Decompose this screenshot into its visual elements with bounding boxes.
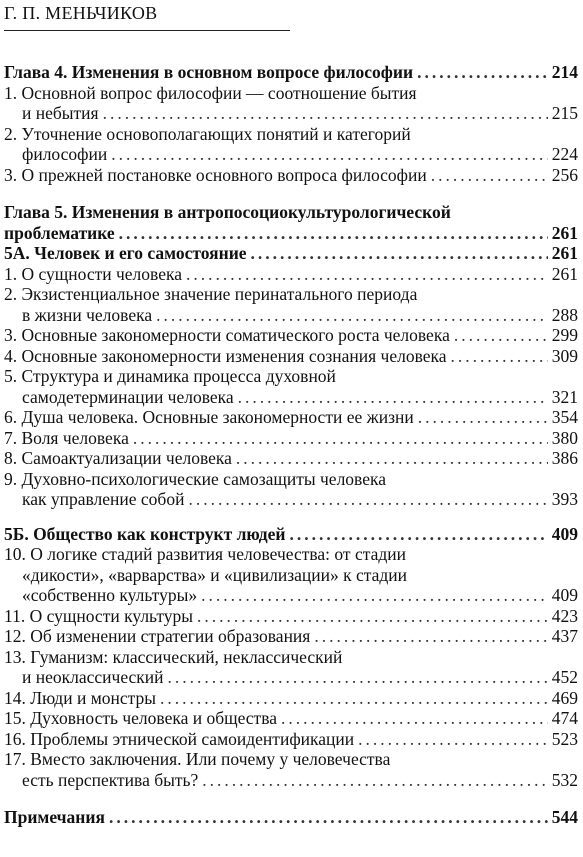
toc-entry-line[interactable]: 2. Уточнение основополагающих понятий и категорий bbox=[4, 123, 411, 144]
toc-page-number: 409 bbox=[551, 523, 578, 544]
toc-page-number: 215 bbox=[551, 103, 578, 123]
toc-entry-text: 3. Основные закономерности соматического роста человека bbox=[4, 325, 450, 345]
toc-entry-text: есть перспектива быть? bbox=[22, 769, 199, 790]
toc-page-number: 523 bbox=[551, 728, 578, 749]
toc-page-number: 299 bbox=[551, 325, 578, 345]
toc-part-5a[interactable] bbox=[4, 243, 578, 264]
toc-entry-text: 4. Основные закономерности изменения сознания человека bbox=[4, 345, 447, 366]
toc-leader-dots bbox=[290, 524, 548, 545]
toc-chapter-4-title: Глава 4. Изменения в основном вопросе философии bbox=[4, 62, 414, 82]
toc-entry-line[interactable]: «дикости», «варварства» и «цивилизации» к стадии bbox=[22, 564, 408, 585]
toc-entry[interactable] bbox=[4, 489, 578, 510]
toc-leader-dots bbox=[202, 770, 547, 791]
toc-entry[interactable] bbox=[4, 428, 578, 449]
toc-leader-dots bbox=[417, 62, 548, 83]
toc-part-title: 5А. Человек и его самостояние bbox=[4, 243, 247, 263]
toc-entry-text: философии bbox=[22, 144, 108, 164]
toc-page-number: 469 bbox=[551, 687, 578, 708]
toc-entry-text: и неоклассический bbox=[22, 667, 164, 687]
toc-leader-dots bbox=[418, 407, 548, 428]
toc-leader-dots bbox=[238, 387, 548, 408]
toc-part-5b[interactable] bbox=[4, 524, 578, 545]
toc-leader-dots bbox=[119, 223, 548, 244]
toc-leader-dots bbox=[186, 264, 548, 285]
toc-entry-text: как управление собой bbox=[22, 489, 185, 509]
running-header-author: Г. П. МЕНЬЧИКОВ bbox=[4, 0, 290, 31]
toc-page-number: 224 bbox=[551, 144, 578, 164]
toc-page-number: 261 bbox=[551, 263, 578, 284]
toc-leader-dots bbox=[454, 325, 548, 346]
toc-entry[interactable] bbox=[4, 708, 578, 729]
toc-leader-dots bbox=[103, 103, 548, 124]
toc-entry-text: самодетерминации человека bbox=[22, 386, 234, 407]
toc-entry[interactable] bbox=[4, 407, 578, 428]
toc-leader-dots bbox=[133, 428, 548, 449]
toc-leader-dots bbox=[111, 144, 548, 165]
toc-entry-line[interactable]: 13. Гуманизм: классический, неклассический bbox=[4, 646, 343, 667]
toc-leader-dots bbox=[314, 626, 547, 647]
toc-entry[interactable] bbox=[4, 346, 578, 367]
section-spacer bbox=[4, 185, 578, 202]
toc-page-number: 409 bbox=[551, 585, 578, 605]
section-spacer bbox=[4, 510, 578, 524]
toc-entry-text: в жизни человека bbox=[22, 304, 153, 325]
toc-page-number: 214 bbox=[551, 62, 578, 82]
table-of-contents bbox=[4, 62, 578, 828]
toc-entry[interactable] bbox=[4, 387, 578, 408]
toc-entry-line[interactable]: 10. О логике стадий развития человечества: от стадии bbox=[4, 544, 406, 564]
toc-entry-text: и небытия bbox=[22, 103, 99, 123]
section-spacer bbox=[4, 790, 578, 807]
toc-page-number: 309 bbox=[551, 345, 578, 366]
toc-page-number: 261 bbox=[551, 222, 578, 243]
toc-entry-text: 11. О сущности культуры bbox=[4, 605, 194, 626]
toc-entry-1[interactable] bbox=[4, 103, 578, 124]
toc-entry-line[interactable]: 9. Духовно-психологические самозащиты человека bbox=[4, 468, 386, 489]
toc-page-number: 354 bbox=[551, 407, 578, 427]
toc-notes[interactable] bbox=[4, 807, 578, 828]
toc-entry-line[interactable]: 17. Вместо заключения. Или почему у человечества bbox=[4, 749, 391, 769]
toc-leader-dots bbox=[201, 585, 548, 606]
toc-chapter-4[interactable] bbox=[4, 62, 578, 83]
toc-notes-title: Примечания bbox=[4, 807, 105, 827]
toc-entry-text: «собственно культуры» bbox=[22, 585, 198, 605]
toc-leader-dots bbox=[109, 807, 548, 828]
toc-page-number: 532 bbox=[551, 769, 578, 790]
toc-entry[interactable] bbox=[4, 264, 578, 285]
toc-entry[interactable] bbox=[4, 770, 578, 791]
toc-page-number: 544 bbox=[551, 807, 578, 827]
toc-leader-dots bbox=[168, 667, 548, 688]
toc-entry[interactable] bbox=[4, 305, 578, 326]
toc-entry[interactable] bbox=[4, 688, 578, 709]
toc-page-number: 474 bbox=[551, 708, 578, 728]
toc-leader-dots bbox=[188, 489, 547, 510]
toc-entry-text: 1. О сущности человека bbox=[4, 263, 182, 284]
toc-page-number: 288 bbox=[551, 304, 578, 325]
toc-entry[interactable] bbox=[4, 325, 578, 346]
toc-page-number: 380 bbox=[551, 427, 578, 448]
toc-entry[interactable] bbox=[4, 448, 578, 469]
toc-entry[interactable] bbox=[4, 606, 578, 627]
toc-leader-dots bbox=[236, 448, 548, 469]
toc-page-number: 386 bbox=[551, 448, 578, 468]
toc-entry-text: 12. Об изменении стратегии образования bbox=[4, 626, 311, 646]
toc-entry[interactable] bbox=[4, 585, 578, 606]
toc-page-number: 437 bbox=[551, 626, 578, 646]
toc-leader-dots bbox=[281, 708, 548, 729]
toc-chapter-5-title: проблематике bbox=[4, 222, 115, 243]
toc-leader-dots bbox=[251, 243, 548, 264]
toc-entry-text: 14. Люди и монстры bbox=[4, 687, 157, 708]
toc-page-number: 423 bbox=[551, 605, 578, 626]
toc-leader-dots bbox=[451, 346, 548, 367]
toc-page-number: 261 bbox=[551, 243, 578, 263]
toc-entry-text: 3. О прежней постановке основного вопроса философии bbox=[4, 164, 427, 185]
toc-leader-dots bbox=[197, 606, 548, 627]
toc-leader-dots bbox=[358, 729, 548, 750]
toc-entry-line[interactable]: 2. Экзистенциальное значение перинатального периода bbox=[4, 284, 418, 304]
toc-entry[interactable] bbox=[4, 626, 578, 647]
toc-entry[interactable] bbox=[4, 667, 578, 688]
toc-page-number: 321 bbox=[551, 386, 578, 407]
toc-leader-dots bbox=[431, 165, 548, 186]
toc-page-number: 452 bbox=[551, 667, 578, 687]
toc-entry-text: 8. Самоактуализации человека bbox=[4, 448, 232, 468]
toc-entry-text: 7. Воля человека bbox=[4, 427, 129, 448]
toc-chapter-5-title-line[interactable]: Глава 5. Изменения в антропосоциокультурологической bbox=[4, 202, 451, 222]
toc-entry-text: 6. Душа человека. Основные закономерности ее жизни bbox=[4, 407, 414, 427]
toc-entry-line[interactable]: 1. Основной вопрос философии — соотношение бытия bbox=[4, 82, 417, 103]
toc-page-number: 393 bbox=[551, 489, 578, 509]
toc-entry-text: 15. Духовность человека и общества bbox=[4, 708, 278, 728]
toc-entry-text: 16. Проблемы этнической самоидентификации bbox=[4, 728, 355, 749]
toc-leader-dots bbox=[160, 688, 548, 709]
toc-leader-dots bbox=[156, 305, 548, 326]
toc-chapter-5[interactable] bbox=[4, 223, 578, 244]
toc-entry-3[interactable] bbox=[4, 165, 578, 186]
toc-entry-line[interactable]: 5. Структура и динамика процесса духовной bbox=[4, 366, 336, 386]
toc-entry-2[interactable] bbox=[4, 144, 578, 165]
toc-part-title: 5Б. Общество как конструкт людей bbox=[4, 523, 286, 544]
toc-page-number: 256 bbox=[551, 164, 578, 185]
toc-entry[interactable] bbox=[4, 729, 578, 750]
